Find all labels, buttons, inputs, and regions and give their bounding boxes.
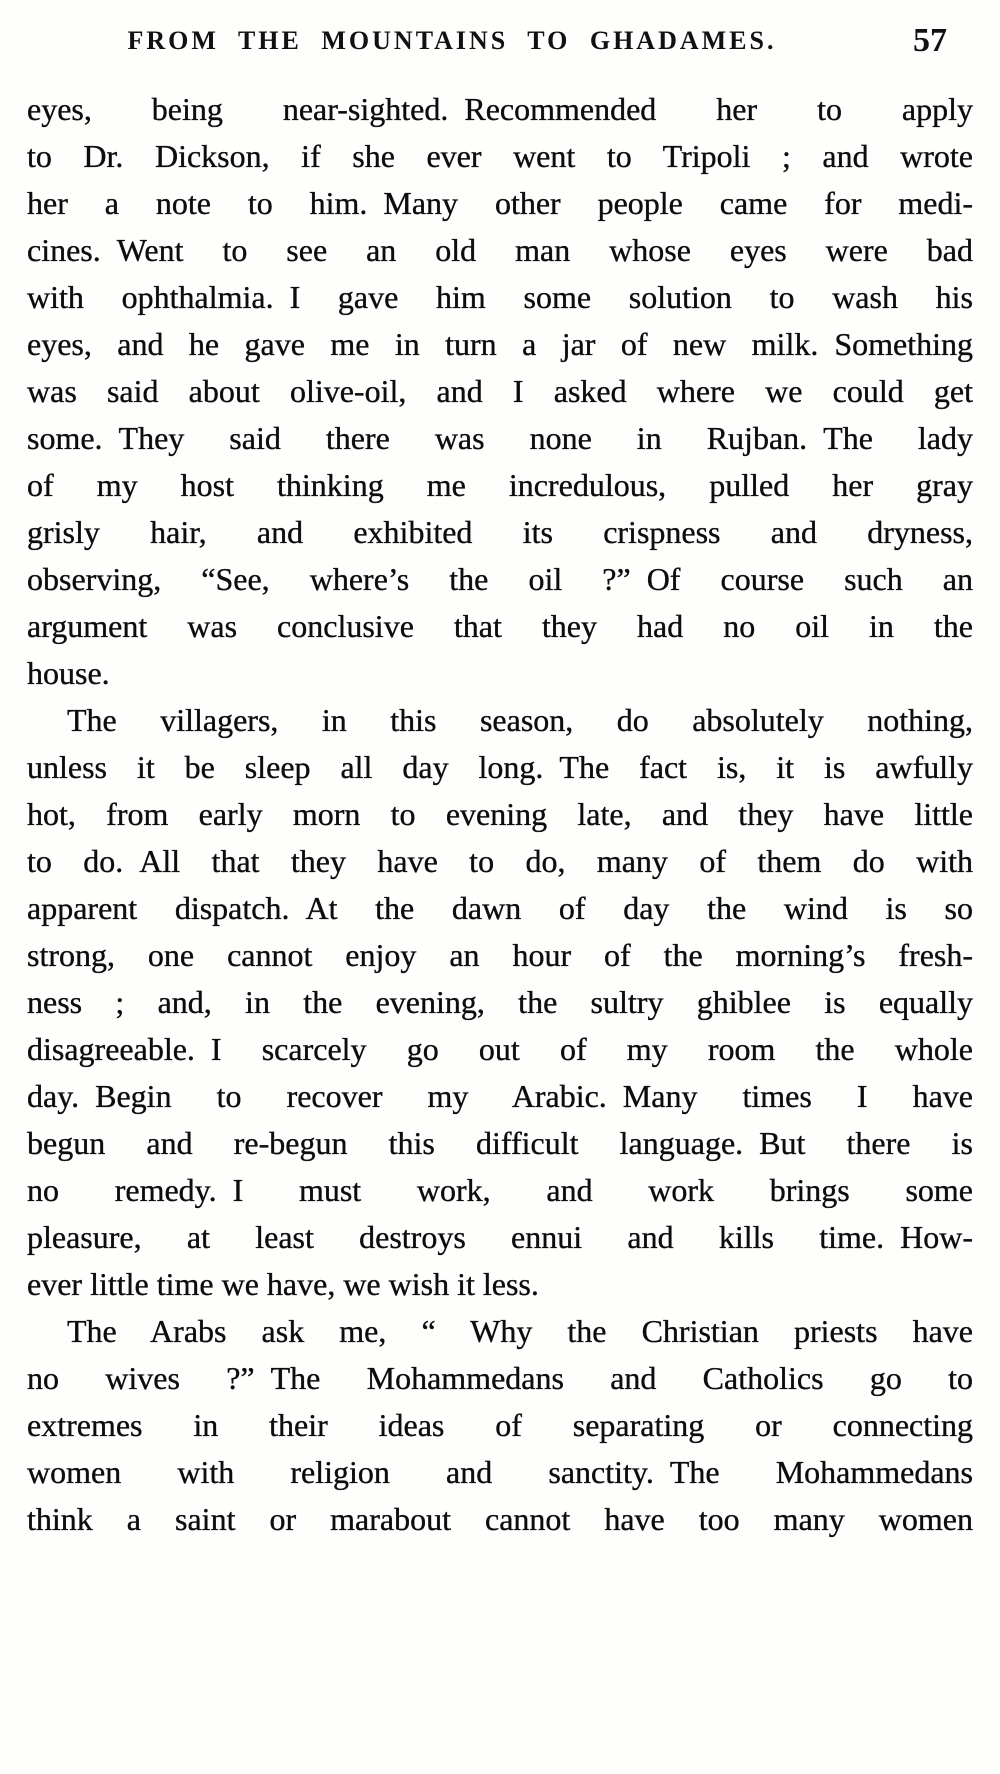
text-line: The villagers, in this season, do absolutely nothing,	[67, 702, 973, 738]
running-head-title: FROM THE MOUNTAINS TO GHADAMES.	[127, 26, 777, 55]
text-line: argument was conclusive that they had no oil in the	[27, 608, 973, 644]
text-line: to do. All that they have to do, many of them do with	[27, 843, 973, 879]
text-line: unless it be sleep all day long. The fact is, it is awfully	[27, 749, 973, 785]
text-line: house.	[27, 655, 110, 691]
text-line: with ophthalmia. I gave him some solution to wash his	[27, 279, 973, 315]
text-line: women with religion and sanctity. The Mohammedans	[27, 1454, 973, 1490]
text-line: eyes, being near-sighted. Recommended her to apply	[27, 91, 973, 127]
paragraph	[27, 86, 973, 697]
text-line: day. Begin to recover my Arabic. Many times I have	[27, 1078, 973, 1114]
text-line: think a saint or marabout cannot have too many women	[27, 1501, 973, 1537]
text-line: eyes, and he gave me in turn a jar of new milk. Something	[27, 326, 973, 362]
text-line: some. They said there was none in Rujban. The lady	[27, 420, 973, 456]
paragraph	[27, 1308, 973, 1543]
text-line: was said about olive-oil, and I asked where we could get	[27, 373, 973, 409]
text-line: extremes in their ideas of separating or connecting	[27, 1407, 973, 1443]
text-line: ever little time we have, we wish it less.	[27, 1266, 539, 1302]
text-line: grisly hair, and exhibited its crispness and dryness,	[27, 514, 973, 550]
page-number: 57	[913, 22, 947, 59]
text-line: disagreeable. I scarcely go out of my room the whole	[27, 1031, 973, 1067]
text-line: to Dr. Dickson, if she ever went to Tripoli ; and wrote	[27, 138, 973, 174]
text-line: observing, “See, where’s the oil ?” Of course such an	[27, 561, 973, 597]
text-line: her a note to him. Many other people came for medi-	[27, 185, 973, 221]
text-line: The Arabs ask me, “ Why the Christian priests have	[67, 1313, 973, 1349]
text-line: no remedy. I must work, and work brings some	[27, 1172, 973, 1208]
text-line: cines. Went to see an old man whose eyes were bad	[27, 232, 973, 268]
text-line: ness ; and, in the evening, the sultry ghiblee is equally	[27, 984, 973, 1020]
text-line: apparent dispatch. At the dawn of day the wind is so	[27, 890, 973, 926]
running-header	[0, 22, 1000, 64]
text-block	[27, 86, 973, 1543]
text-line: no wives ?” The Mohammedans and Catholics go to	[27, 1360, 973, 1396]
text-line: pleasure, at least destroys ennui and kills time. How-	[27, 1219, 973, 1255]
text-line: begun and re-begun this difficult language. But there is	[27, 1125, 973, 1161]
text-line: strong, one cannot enjoy an hour of the morning’s fresh-	[27, 937, 973, 973]
text-line: hot, from early morn to evening late, and they have little	[27, 796, 973, 832]
paragraph	[27, 697, 973, 1308]
text-line: of my host thinking me incredulous, pulled her gray	[27, 467, 973, 503]
